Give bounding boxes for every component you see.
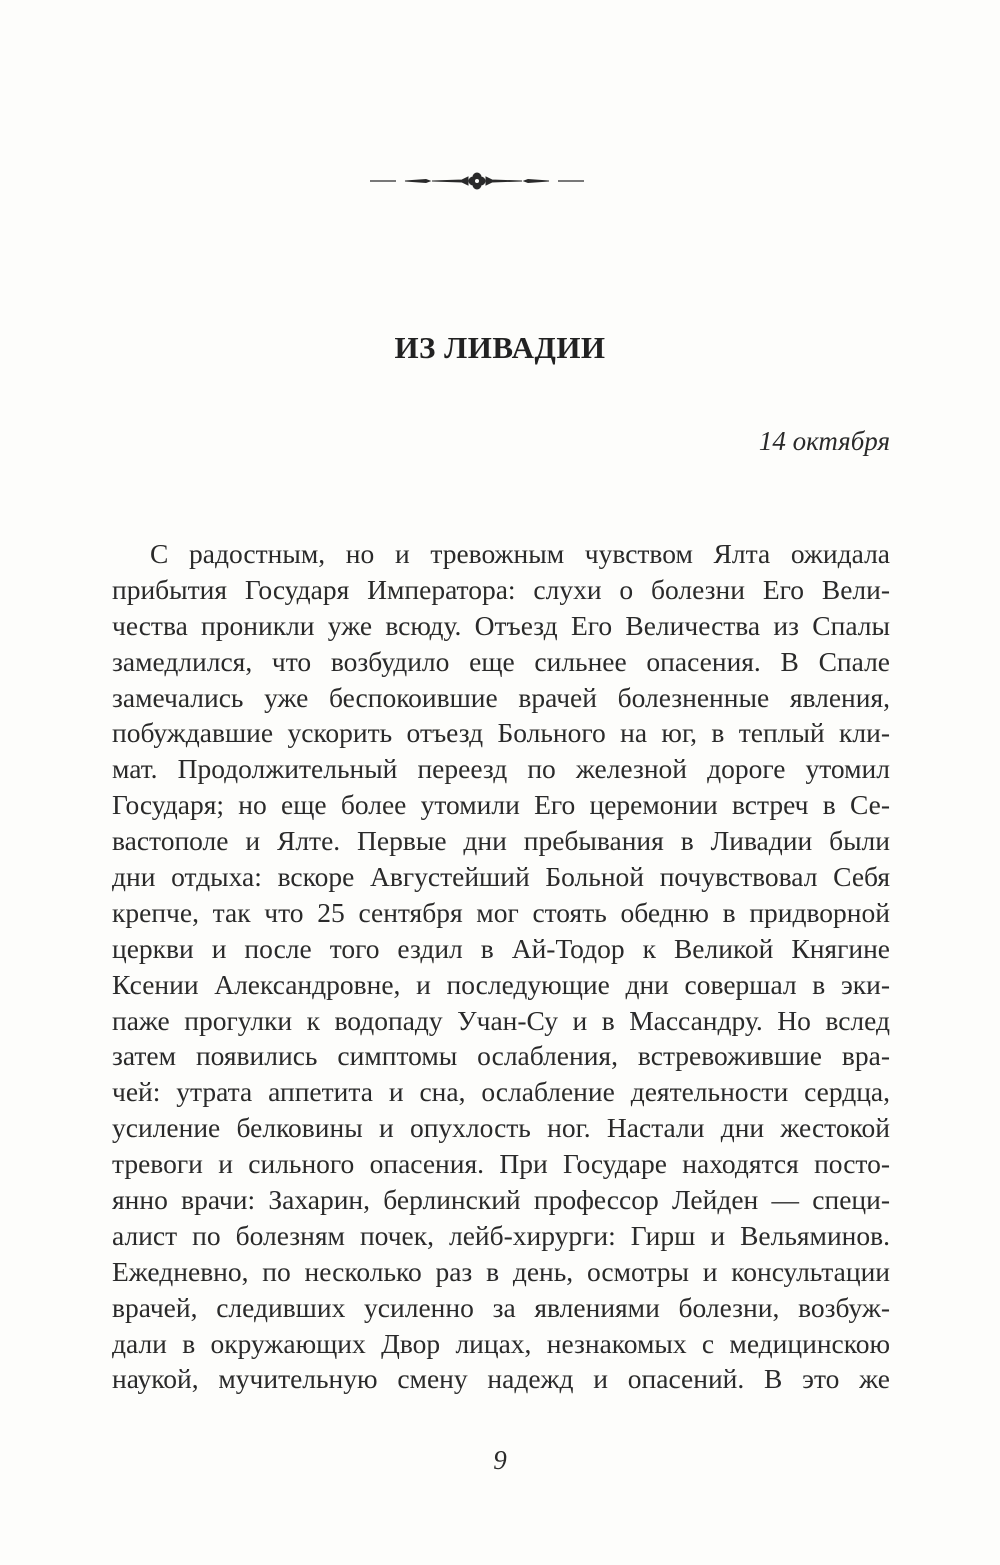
text-line: янно врачи: Захарин, берлинский профессор Лейден — специ- [112,1184,890,1216]
text-line: замедлился, что возбудило еще сильнее опасения. В Спале [112,645,890,677]
text-line: Государя; но еще более утомили Его церемонии встреч в Се- [112,789,890,821]
body-text [112,536,890,1397]
text-line: наукой, мучительную смену надежд и опасений. В это же [112,1363,890,1395]
text-line: крепче, так что 25 сентября мог стоять обедню в придворной [112,896,890,928]
text-line: мат. Продолжительный переезд по железной дороге утомил [112,753,890,785]
text-line: прибытия Государя Императора: слухи о болезни Его Вели- [112,573,890,605]
text-line: замечались уже беспокоившие врачей болезненные явления, [112,681,890,713]
text-line: чей: утрата аппетита и сна, ослабление деятельности сердца, [112,1076,890,1108]
text-line: алист по болезням почек, лейб-хирурги: Гирш и Вельяминов. [112,1219,890,1251]
text-line: дали в окружающих Двор лицах, незнакомых с медицинскою [112,1327,890,1359]
text-line: затем появились симптомы ослабления, встревожившие вра- [112,1040,890,1072]
text-line: чества проникли уже всюду. Отъезд Его Величества из Спалы [112,609,890,641]
text-line: вастополе и Ялте. Первые дни пребывания в Ливадии были [112,825,890,857]
text-line: С радостным, но и тревожным чувством Ялта ожидала [150,538,890,569]
text-line: Ксении Александровне, и последующие дни совершал в эки- [112,968,890,1000]
entry-date: 14 октября [758,426,890,456]
text-line: церкви и после того ездил в Ай-Тодор к Великой Княгине [112,932,890,964]
text-line: Ежедневно, по несколько раз в день, осмотры и консультации [112,1255,890,1287]
text-line: усиление белковины и опухлость ног. Настали дни жестокой [112,1112,890,1144]
text-line: тревоги и сильного опасения. При Государе находятся посто- [112,1148,890,1180]
chapter-title: ИЗ ЛИВАДИИ [394,330,606,365]
page-number: 9 [493,1445,507,1475]
text-line: дни отдыха: вскоре Августейший Больной почувствовал Себя [112,861,890,893]
fleuron-divider-icon [370,166,630,196]
text-line: побуждавшие ускорить отъезд Больного на юг, в теплый кли- [112,717,890,749]
text-line: врачей, следивших усиленно за явлениями болезни, возбуж- [112,1291,890,1323]
text-line: паже прогулки к водопаду Учан-Су и в Массандру. Но вслед [112,1004,890,1036]
